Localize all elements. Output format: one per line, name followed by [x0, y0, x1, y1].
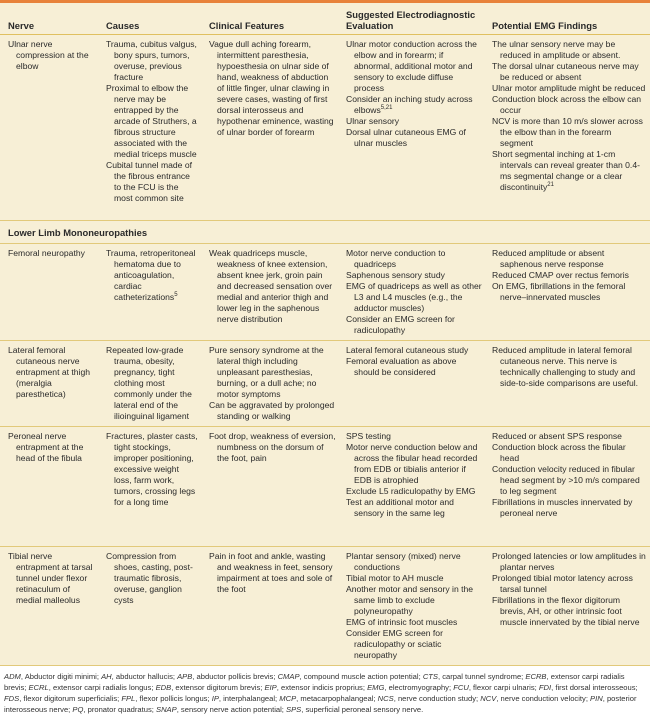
- findings-cell: [486, 547, 650, 666]
- cell-text: EMG of intrinsic foot muscles: [346, 617, 458, 627]
- cell-text: Fractures, plaster casts, tight stockings, improper positioning, excessive weight loss, farm work, tumors, crossing legs for a long time: [106, 431, 198, 507]
- clinical-cell: [203, 547, 340, 666]
- cell-text: Weak quadriceps muscle, weakness of knee extension, absent knee jerk, groin pain and decreased sensation over medial and anterior thigh and lower leg in the saphenous nerve distribution: [209, 248, 333, 324]
- cell-text: Conduction velocity reduced in fibular head segment by >10 m/s compared to leg segment: [492, 464, 640, 496]
- cell-text: Compression from shoes, casting, post-traumatic fibrosis, overuse, ganglion cysts: [106, 551, 193, 605]
- cell-line: [492, 497, 646, 519]
- findings-cell: [486, 244, 650, 341]
- nerve-cell: [0, 547, 100, 666]
- nerve-cell: [0, 35, 100, 221]
- cell-line: [106, 248, 199, 303]
- abbreviation-definition: Abductor digiti minimi;: [24, 672, 102, 681]
- abbreviation: PQ: [72, 705, 84, 714]
- cell-text: Reduced or absent SPS response: [492, 431, 622, 441]
- cell-text: Ulnar motor amplitude might be reduced: [492, 83, 646, 93]
- evaluation-cell: [340, 427, 486, 547]
- causes-cell: [100, 427, 203, 547]
- cell-line: [346, 127, 482, 149]
- cell-line: [209, 345, 336, 400]
- abbreviation-definition: posterior interosseous nerve;: [4, 694, 637, 714]
- causes-cell: [100, 35, 203, 221]
- cell-text: The ulnar sensory nerve may be reduced in amplitude or absent.: [492, 39, 621, 60]
- cell-line: [8, 431, 96, 464]
- causes-cell: [100, 547, 203, 666]
- separator: ,: [20, 672, 25, 681]
- abbreviation: FDI: [538, 683, 552, 692]
- abbreviation-definition: interphalangeal;: [223, 694, 280, 703]
- cell-text: Vague dull aching forearm, intermittent paresthesia, hypoesthesia on ulnar side of hand, weakness of abduction of little finger, ulnar clawing in severe cases, wasting of first dorsal interosseus and hypothenar eminence, wasting of ulnar border of forearm: [209, 39, 334, 137]
- cell-line: [346, 345, 482, 356]
- section-heading: Lower Limb Mononeuropathies: [8, 227, 148, 238]
- abbreviation-definition: sensory nerve action potential;: [180, 705, 287, 714]
- cell-text: SPS testing: [346, 431, 391, 441]
- separator: ,: [19, 694, 24, 703]
- clinical-cell: [203, 244, 340, 341]
- cell-line: [346, 356, 482, 378]
- abbreviation: ADM: [4, 672, 21, 681]
- section-row: [0, 221, 650, 244]
- abbreviation: EDB: [155, 683, 172, 692]
- abbreviation: FPL: [121, 694, 136, 703]
- abbreviation: ECRL: [28, 683, 49, 692]
- cell-line: [492, 61, 646, 83]
- cell-text: Consider an EMG screen for radiculopathy: [346, 314, 455, 335]
- abbreviation-definition: carpal tunnel syndrome;: [442, 672, 526, 681]
- abbreviation-definition: superficial peroneal sensory nerve.: [305, 705, 424, 714]
- abbreviation: IP: [211, 694, 219, 703]
- cell-text: Reduced amplitude or absent saphenous nerve response: [492, 248, 605, 269]
- cell-line: [346, 628, 482, 661]
- clinical-cell: [203, 35, 340, 221]
- clinical-cell: [203, 341, 340, 427]
- cell-line: [492, 431, 646, 442]
- cell-line: [8, 39, 96, 72]
- cell-line: [346, 486, 482, 497]
- cell-line: [492, 248, 646, 270]
- abbreviation: CTS: [422, 672, 438, 681]
- separator: ,: [111, 672, 116, 681]
- header-clinical: Clinical Features: [209, 20, 285, 31]
- cell-text: Saphenous sensory study: [346, 270, 445, 280]
- cell-line: [346, 573, 482, 584]
- separator: ,: [171, 683, 176, 692]
- cell-line: [346, 248, 482, 270]
- abbreviation-definition: nerve conduction velocity;: [500, 694, 591, 703]
- abbreviation: NCS: [377, 694, 394, 703]
- abbreviation-definition: flexor carpi ulnaris;: [473, 683, 539, 692]
- abbreviation-definition: abductor pollicis brevis;: [196, 672, 278, 681]
- cell-line: [492, 464, 646, 497]
- separator: ,: [551, 683, 556, 692]
- cell-text: Consider EMG screen for radiculopathy or sciatic neuropathy: [346, 628, 443, 660]
- cell-line: [106, 345, 199, 422]
- abbreviation-definition: compound muscle action potential;: [303, 672, 423, 681]
- abbreviation: EIP: [264, 683, 277, 692]
- findings-cell: [486, 341, 650, 427]
- nerve-cell: [0, 427, 100, 547]
- abbreviation: ECRB: [525, 672, 547, 681]
- cell-text: Test an additional motor and sensory in the same leg: [346, 497, 454, 518]
- cell-text: Ulnar sensory: [346, 116, 400, 126]
- cell-line: [106, 551, 199, 606]
- cell-line: [346, 431, 482, 442]
- cell-line: [492, 442, 646, 464]
- cell-line: [346, 617, 482, 628]
- abbreviation: MCP: [279, 694, 297, 703]
- cell-line: [346, 442, 482, 486]
- causes-cell: [100, 244, 203, 341]
- header-findings: Potential EMG Findings: [492, 20, 598, 31]
- separator: ,: [176, 705, 181, 714]
- cell-text: Prolonged latencies or low amplitudes in plantar nerves: [492, 551, 646, 572]
- abbreviations-footnote: [4, 671, 646, 715]
- cell-line: [209, 400, 336, 422]
- cell-text: Lateral femoral cutaneous study: [346, 345, 469, 355]
- clinical-cell: [203, 427, 340, 547]
- cell-line: [209, 39, 336, 138]
- causes-cell: [100, 341, 203, 427]
- cell-text: Tibial motor to AH muscle: [346, 573, 444, 583]
- cell-text: Pain in foot and ankle, wasting and weakness in feet, sensory impairment at toes and sole of the foot: [209, 551, 333, 594]
- cell-line: [492, 116, 646, 149]
- abbreviation-definition: first dorsal interosseous;: [555, 683, 638, 692]
- separator: ,: [438, 672, 443, 681]
- cell-text: Prolonged tibial motor latency across tarsal tunnel: [492, 573, 633, 594]
- cell-text: Tibial nerve entrapment at tarsal tunnel under flexor retinaculum of medial malleolus: [8, 551, 93, 605]
- table-row: [0, 427, 650, 547]
- separator: ,: [602, 694, 607, 703]
- cell-line: [492, 270, 646, 281]
- abbreviation-definition: pronator quadratus;: [87, 705, 156, 714]
- cell-text: Trauma, retroperitoneal hematoma due to anticoagulation, cardiac catheterizations: [106, 248, 196, 302]
- cell-line: [106, 160, 199, 204]
- header-nerve: Nerve: [8, 20, 35, 31]
- separator: ,: [276, 683, 281, 692]
- cell-text: Plantar sensory (mixed) nerve conductions: [346, 551, 461, 572]
- abbreviation: AH: [101, 672, 112, 681]
- evaluation-cell: [340, 244, 486, 341]
- abbreviation: APB: [177, 672, 193, 681]
- evaluation-cell: [340, 341, 486, 427]
- abbreviation: FDS: [4, 694, 20, 703]
- cell-text: Femoral evaluation as above should be considered: [346, 356, 457, 377]
- cell-line: [106, 83, 199, 160]
- cell-text: The dorsal ulnar cutaneous nerve may be reduced or absent: [492, 61, 639, 82]
- cell-line: [492, 281, 646, 303]
- cell-line: [346, 116, 482, 127]
- separator: ,: [384, 683, 389, 692]
- abbreviation: SPS: [286, 705, 302, 714]
- table-row: [0, 547, 650, 666]
- cell-text: Conduction block across the fibular head: [492, 442, 626, 463]
- abbreviation: FCU: [453, 683, 469, 692]
- separator: ,: [135, 694, 140, 703]
- evaluation-cell: [340, 547, 486, 666]
- abbreviation-definition: electromyography;: [388, 683, 454, 692]
- reference-superscript: 21: [547, 182, 554, 189]
- separator: ,: [83, 705, 88, 714]
- cell-text: Fibrillations in the flexor digitorum brevis, AH, or other intrinsic foot muscle innervated by the tibial nerve: [492, 595, 640, 627]
- reference-superscript: 5: [174, 292, 178, 299]
- cell-text: Conduction block across the elbow can occur: [492, 94, 642, 115]
- separator: ,: [468, 683, 474, 692]
- separator: ,: [48, 683, 53, 692]
- cell-line: [106, 39, 199, 83]
- findings-cell: [486, 35, 650, 221]
- cell-text: Can be aggravated by prolonged standing or walking: [209, 400, 335, 421]
- findings-cell: [486, 427, 650, 547]
- cell-line: [492, 149, 646, 193]
- evaluation-cell: [340, 35, 486, 221]
- cell-line: [8, 248, 96, 259]
- abbreviation: NCV: [480, 694, 497, 703]
- abbreviation: SNAP: [156, 705, 177, 714]
- cell-line: [346, 281, 482, 314]
- cell-text: Lateral femoral cutaneous nerve entrapment at thigh (meralgia paresthetica): [8, 345, 91, 399]
- cell-line: [346, 551, 482, 573]
- cell-text: Dorsal ulnar cutaneous EMG of ulnar muscles: [346, 127, 466, 148]
- cell-line: [492, 39, 646, 61]
- cell-line: [346, 39, 482, 94]
- cell-line: [492, 94, 646, 116]
- nerve-cell: [0, 341, 100, 427]
- abbreviation: CMAP: [277, 672, 300, 681]
- separator: ,: [393, 694, 398, 703]
- abbreviation-definition: extensor indicis proprius;: [280, 683, 368, 692]
- separator: ,: [192, 672, 197, 681]
- cell-text: Trauma, cubitus valgus, bony spurs, tumors, overuse, previous fracture: [106, 39, 197, 82]
- cell-line: [8, 551, 96, 606]
- nerve-cell: [0, 244, 100, 341]
- cell-text: Reduced amplitude in lateral femoral cutaneous nerve. This nerve is technically challenging to study and side-to-side comparisons are useful.: [492, 345, 639, 388]
- cell-line: [492, 573, 646, 595]
- header-causes: Causes: [106, 20, 140, 31]
- cell-line: [492, 345, 646, 389]
- cell-text: Short segmental inching at 1-cm intervals can reveal greater than 0.4-ms segmental change or a clear discontinuity: [492, 149, 640, 192]
- header-evaluation: Suggested Electrodiagnostic Evaluation: [346, 9, 476, 31]
- cell-line: [346, 497, 482, 519]
- cell-text: Motor nerve conduction below and across the fibular head recorded from EDB or tibialis anterior if EDB is atrophied: [346, 442, 478, 485]
- cell-text: Ulnar nerve compression at the elbow: [8, 39, 89, 71]
- separator: ,: [546, 672, 551, 681]
- table-row: [0, 35, 650, 221]
- cell-line: [492, 83, 646, 94]
- separator: ,: [218, 694, 224, 703]
- abbreviation: PIN: [590, 694, 603, 703]
- cell-text: EMG of quadriceps as well as other L3 and L4 muscles (e.g., the adductor muscles): [346, 281, 482, 313]
- abbreviation-definition: extensor carpi radialis longus;: [52, 683, 156, 692]
- table-row: [0, 244, 650, 341]
- table-row: [0, 341, 650, 427]
- separator: ,: [301, 705, 306, 714]
- cell-line: [346, 314, 482, 336]
- cell-line: [8, 345, 96, 400]
- abbreviation-definition: metacarpophalangeal;: [300, 694, 378, 703]
- cell-line: [209, 248, 336, 325]
- cell-text: Cubital tunnel made of the fibrous entrance to the FCU is the most common site: [106, 160, 192, 203]
- cell-text: Foot drop, weakness of eversion, numbness on the dorsum of the foot, pain: [209, 431, 336, 463]
- cell-text: Another motor and sensory in the same limb to exclude polyneuropathy: [346, 584, 474, 616]
- cell-text: Motor nerve conduction to quadriceps: [346, 248, 446, 269]
- cell-line: [346, 94, 482, 116]
- cell-text: Femoral neuropathy: [8, 248, 85, 258]
- abbreviation-definition: extensor carpi radialis brevis;: [4, 672, 625, 692]
- cell-text: Ulnar motor conduction across the elbow and in forearm; if abnormal, additional motor and sensory to exclude diffuse process: [346, 39, 477, 93]
- cell-line: [492, 551, 646, 573]
- reference-superscript: 5,21: [380, 105, 393, 112]
- cell-line: [492, 595, 646, 628]
- cell-line: [106, 431, 199, 508]
- cell-line: [209, 551, 336, 595]
- cell-line: [346, 584, 482, 617]
- cell-text: On EMG, fibrillations in the femoral nerve–innervated muscles: [492, 281, 626, 302]
- separator: ,: [299, 672, 304, 681]
- cell-text: Exclude L5 radiculopathy by EMG: [346, 486, 476, 496]
- cell-line: [346, 270, 482, 281]
- abbreviation-definition: extensor digitorum brevis;: [175, 683, 265, 692]
- table-header-row: [0, 2, 650, 35]
- abbreviation: EMG: [367, 683, 385, 692]
- abbreviation-definition: nerve conduction study;: [397, 694, 481, 703]
- cell-text: Repeated low-grade trauma, obesity, pregnancy, tight clothing most commonly under the lateral end of the ilioinguinal ligament: [106, 345, 192, 421]
- cell-text: Consider an inching study across elbows: [346, 94, 473, 115]
- abbreviation-definition: flexor digitorum superficialis;: [23, 694, 122, 703]
- separator: ,: [496, 694, 501, 703]
- abbreviation-definition: abductor hallucis;: [115, 672, 178, 681]
- cell-text: Reduced CMAP over rectus femoris: [492, 270, 629, 280]
- cell-text: Peroneal nerve entrapment at the head of the fibula: [8, 431, 84, 463]
- cell-text: Proximal to elbow the nerve may be entrapped by the arcade of Struthers, a fibrous structure associated with the medial triceps muscle: [106, 83, 197, 159]
- cell-line: [209, 431, 336, 464]
- cell-text: Fibrillations in muscles innervated by peroneal nerve: [492, 497, 633, 518]
- abbreviation-definition: flexor pollicis longus;: [139, 694, 212, 703]
- cell-text: Pure sensory syndrome at the lateral thigh including unpleasant paresthesias, burning, or a dull ache; no motor symptoms: [209, 345, 324, 399]
- cell-text: NCV is more than 10 m/s slower across the elbow than in the forearm segment: [492, 116, 643, 148]
- separator: ,: [296, 694, 301, 703]
